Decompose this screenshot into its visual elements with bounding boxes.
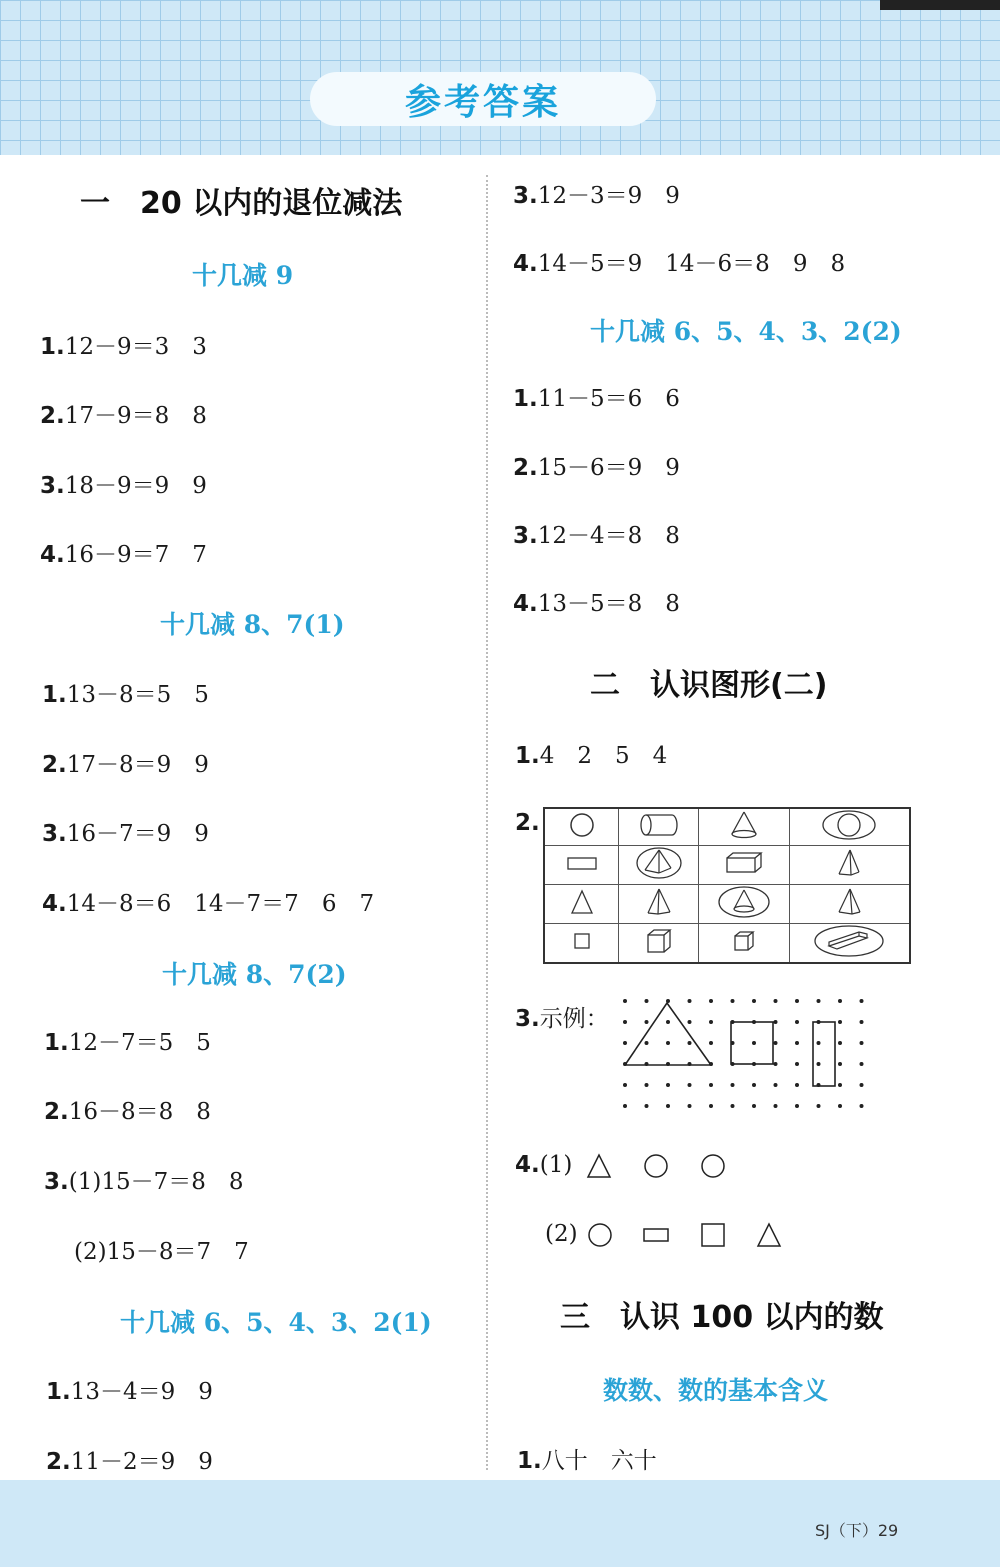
answer-line: 4.14－8＝6 14－7＝7 6 7 [42,891,375,917]
grid-dot [666,1020,670,1024]
grid-dot [623,1020,627,1024]
grid-dot [752,999,756,1003]
answer-line: 1.13－4＝9 9 [46,1379,213,1405]
table-cell [789,846,910,885]
grid-dot [731,999,735,1003]
grid-dot [795,1041,799,1045]
answer-line: 1.12－7＝5 5 [44,1030,211,1056]
subsection-title-2: 十几减 8、7(1) [160,610,345,639]
answer-line: 4.16－9＝7 7 [40,542,207,568]
grid-dot [645,999,649,1003]
grid-dot [860,1062,864,1066]
grid-dot [709,1104,713,1108]
grid-dot [623,1041,627,1045]
grid-dot [666,1104,670,1108]
grid-dot [688,1104,692,1108]
table-cell [789,885,910,924]
grid-dot [817,1104,821,1108]
answer-line: (2)15－8＝7 7 [74,1239,249,1265]
answer-line: 1.4 2 5 4 [515,743,668,769]
grid-dot [731,1083,735,1087]
table-cell [789,924,910,964]
grid-dot [645,1020,649,1024]
grid-dot [645,1083,649,1087]
circle-icon [645,1155,667,1177]
answer-line: 2.17－8＝9 9 [42,752,209,778]
title-banner [310,72,656,126]
grid-dot [774,1041,778,1045]
answer-line: 2.17－9＝8 8 [40,403,207,429]
grid-dot [688,999,692,1003]
grid-dot [774,999,778,1003]
grid-dot [709,1020,713,1024]
table-cell [619,808,699,846]
circle-icon [589,1224,611,1246]
table-cell [619,924,699,964]
grid-dot [838,1062,842,1066]
grid-dot [817,1041,821,1045]
answer-line: (2) [545,1221,578,1247]
column-divider [486,175,488,1470]
answer-line: 3.12－4＝8 8 [513,523,680,549]
answer-line: 2.16－8＝8 8 [44,1099,211,1125]
circle-icon [702,1155,724,1177]
triangle-icon [588,1155,610,1177]
grid-dot [838,1083,842,1087]
shape-answer-row-1 [585,1150,735,1184]
grid-dot [838,999,842,1003]
grid-dot [838,1041,842,1045]
pyramid-icon [834,886,864,918]
triangle-drawing [625,1003,711,1065]
grid-dot [709,999,713,1003]
cube-icon [731,928,757,954]
grid-dot [666,1083,670,1087]
answer-line: 4.14－5＝9 14－6＝8 9 8 [513,251,846,277]
subsection-title-3: 十几减 8、7(2) [162,960,347,989]
cylinder-icon [636,810,682,840]
grid-dot [860,999,864,1003]
answer-line: 3.18－9＝9 9 [40,473,207,499]
grid-dot [774,1020,778,1024]
rectangle-icon [565,853,599,873]
page-number: SJ（下）29 [815,1521,899,1540]
grid-dot [645,1104,649,1108]
circled-sphere-icon [819,809,879,841]
subsection-title-1: 十几减 9 [192,261,294,290]
answer-line: 3.示例： [515,1006,609,1032]
section-title-3: 三 认识 100 以内的数 [560,1300,884,1335]
answer-number: 2. [515,810,540,836]
answer-line: 1.12－9＝3 3 [40,334,207,360]
grid-dot [774,1062,778,1066]
grid-dot [623,1083,627,1087]
grid-dot [838,1020,842,1024]
rectangle-icon [644,1229,668,1241]
grid-dot [795,1104,799,1108]
grid-dot [860,1020,864,1024]
table-cell [544,808,619,846]
table-cell [699,846,789,885]
table-cell [544,846,619,885]
subsection-title-6: 数数、数的基本含义 [603,1376,829,1405]
table-cell [789,808,910,846]
cube-icon [644,926,674,956]
grid-dot [709,1083,713,1087]
rectangle-drawing [813,1022,835,1086]
dot-grid-example [615,992,875,1122]
circled-cone-icon [717,885,771,919]
square-icon [702,1224,724,1246]
grid-dot [860,1104,864,1108]
subsection-title-5: 十几减 6、5、4、3、2(2) [590,317,902,346]
cuboid-icon [724,850,764,876]
answer-line: 4.13－5＝8 8 [513,591,680,617]
grid-dot [860,1041,864,1045]
grid-dot [752,1041,756,1045]
answer-line: 4.(1) [515,1152,573,1178]
table-cell [699,924,789,964]
grid-dot [709,1041,713,1045]
page-title: 参考答案 [404,81,561,123]
grid-dot [623,999,627,1003]
grid-dot [731,1104,735,1108]
table-cell [619,885,699,924]
grid-dot [860,1083,864,1087]
grid-dot [688,1083,692,1087]
section-title-1: 一 20 以内的退位减法 [80,186,403,221]
answer-line: 3.(1)15－7＝8 8 [44,1169,244,1195]
answer-line: 3.16－7＝9 9 [42,821,209,847]
triangle-icon [758,1224,780,1246]
answer-line: 2.11－2＝9 9 [46,1449,213,1475]
grid-dot [817,1062,821,1066]
cone-icon [727,809,761,841]
grid-dot [752,1083,756,1087]
table-cell [699,885,789,924]
grid-dot [645,1041,649,1045]
grid-dot [795,1020,799,1024]
circle-icon [567,810,597,840]
circled-pyramid-icon [635,846,683,880]
shape-answer-row-2 [586,1219,786,1253]
triangle-icon [567,887,597,917]
pyramid-icon [644,886,674,918]
circled-cuboid-icon [813,924,885,958]
grid-dot [795,1062,799,1066]
grid-dot [795,999,799,1003]
grid-dot [774,1083,778,1087]
answer-line: 1.11－5＝6 6 [513,386,680,412]
section-title-2: 二 认识图形(二) [590,668,828,703]
grid-dot [838,1104,842,1108]
grid-dot [817,999,821,1003]
grid-dot [752,1104,756,1108]
table-cell [544,885,619,924]
answer-line: 2.15－6＝9 9 [513,455,680,481]
shape-classification-table [543,807,911,964]
table-cell [544,924,619,964]
square-icon [570,929,594,953]
grid-dot [795,1083,799,1087]
table-cell [699,808,789,846]
grid-dot [666,1041,670,1045]
answer-line: 3.12－3＝9 9 [513,183,680,209]
grid-dot [688,1020,692,1024]
grid-dot [623,1104,627,1108]
grid-dot [774,1104,778,1108]
pyramid-icon [834,847,864,879]
answer-line: 1.八十 六十 [517,1448,657,1474]
header-edge [880,0,1000,10]
grid-dot [688,1041,692,1045]
subsection-title-4: 十几减 6、5、4、3、2(1) [120,1308,432,1337]
answer-line: 1.13－8＝5 5 [42,682,209,708]
table-cell [619,846,699,885]
